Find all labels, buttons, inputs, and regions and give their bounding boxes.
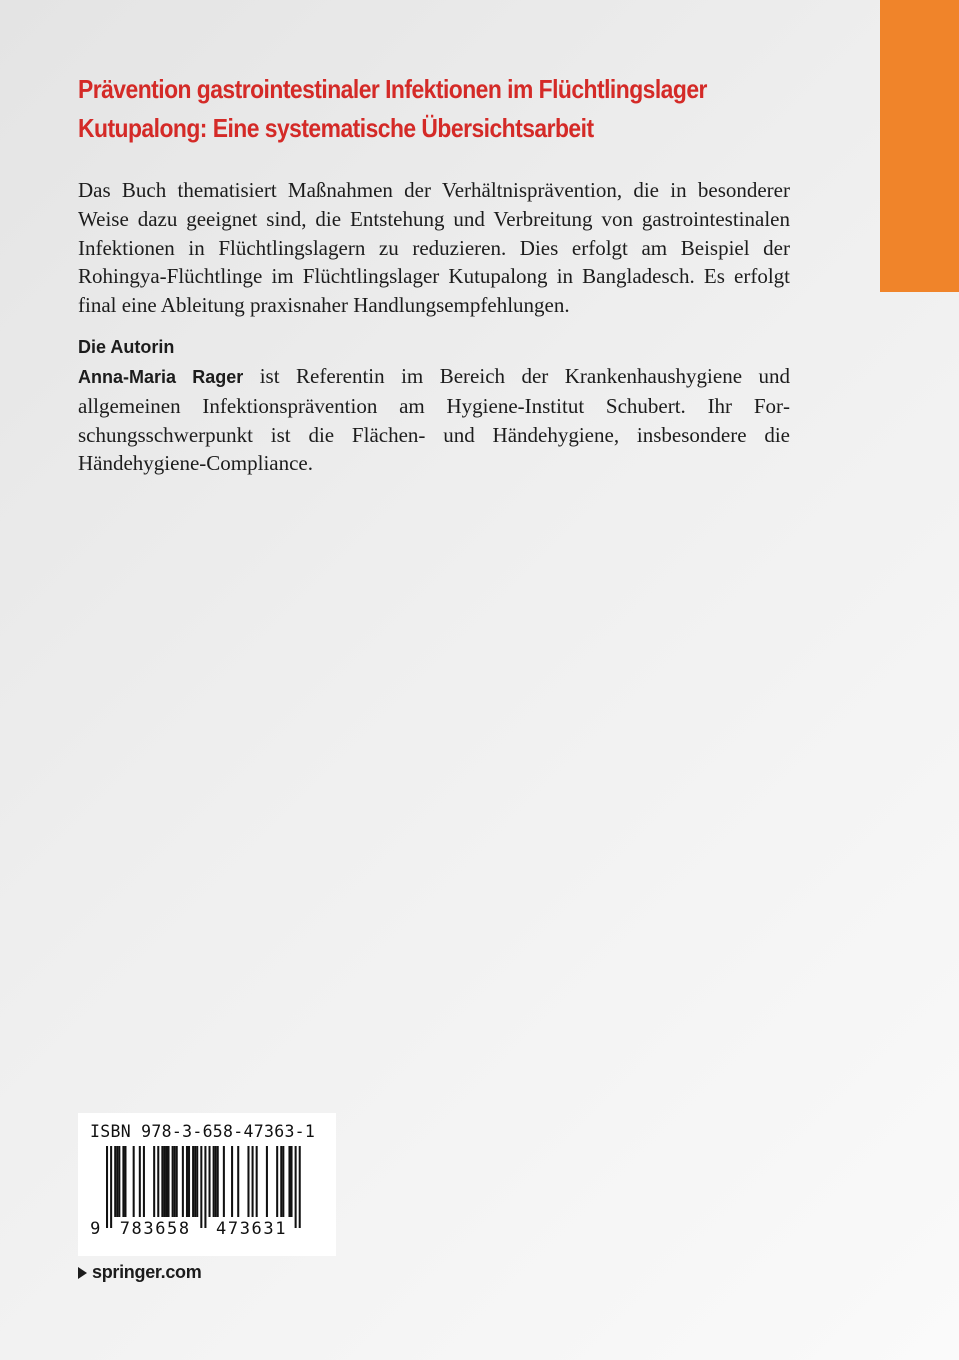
barcode-bar xyxy=(124,1146,126,1217)
barcode-guard-bar xyxy=(204,1146,206,1228)
barcode-bar xyxy=(133,1146,135,1217)
barcode-bar xyxy=(188,1146,190,1217)
barcode-digit-first: 9 xyxy=(90,1219,102,1239)
book-title-line-1: Prävention gastrointestinaler Infektionen im Flüchtlingslager xyxy=(78,74,707,104)
orange-accent-tab xyxy=(880,0,959,292)
barcode-bar xyxy=(213,1146,215,1217)
author-bio-text: ist Referentin im Bereich der Krankenhaushygiene und allgemeinen Infektionsprävention am Hygiene-Institut Schubert. Ihr Forschungsschwerpunkt ist die Flächen- und Händehygiene, insbesondere die Händehygiene-Compliance. xyxy=(78,364,790,476)
barcode-bar xyxy=(168,1146,170,1217)
barcode-bar xyxy=(139,1146,141,1217)
barcode-bar xyxy=(174,1146,176,1217)
barcode-digits-right: 473631 xyxy=(216,1219,288,1239)
barcode-bar xyxy=(282,1146,284,1217)
barcode-bar xyxy=(237,1146,239,1217)
barcode-bar xyxy=(161,1146,163,1217)
author-bio xyxy=(78,362,790,478)
isbn-barcode xyxy=(78,1113,336,1256)
barcode-bar xyxy=(172,1146,174,1217)
book-abstract: Das Buch thematisiert Maßnahmen der Verhältnisprävention, die in besonderer Weise dazu geeignet sind, die Entstehung und Verbreitung von gastrointestinalen Infektionen in Flüchtlingslagern zu reduzieren. Dies erfolgt am Beispiel der Rohingya-Flüchtlinge im Flüchtlingslager Kutupalong in Bangladesch. Es erfolgt final eine Ableitung praxisnaher Handlungsempfehlungen. xyxy=(78,178,790,318)
barcode-bar xyxy=(288,1146,290,1217)
barcode-bar xyxy=(153,1146,155,1217)
barcode-bar xyxy=(116,1146,118,1217)
barcode-bar xyxy=(247,1146,249,1217)
barcode-bar xyxy=(186,1146,188,1217)
barcode-bar xyxy=(192,1146,194,1217)
barcode-bar xyxy=(217,1146,219,1217)
barcode-bar xyxy=(163,1146,165,1217)
isbn-label: ISBN 978-3-658-47363-1 xyxy=(90,1122,316,1141)
barcode-bar xyxy=(266,1146,268,1217)
barcode-bar xyxy=(157,1146,159,1217)
barcode-bar xyxy=(209,1146,211,1217)
barcode-bar xyxy=(114,1146,116,1217)
barcode-guard-bar xyxy=(295,1146,297,1228)
barcode-bar xyxy=(194,1146,196,1217)
barcode-bar xyxy=(252,1146,254,1217)
barcode-guard-bar xyxy=(110,1146,112,1228)
barcode-bar xyxy=(215,1146,217,1217)
barcode-bar xyxy=(280,1146,282,1217)
barcode-graphic xyxy=(78,1113,336,1256)
springer-link[interactable] xyxy=(78,1262,201,1283)
barcode-bar xyxy=(182,1146,184,1217)
barcode-bar xyxy=(276,1146,278,1217)
barcode-bar xyxy=(122,1146,124,1217)
barcode-bar xyxy=(143,1146,145,1217)
barcode-bar xyxy=(196,1146,198,1217)
author-heading: Die Autorin xyxy=(78,337,175,357)
book-title-line-2: Kutupalong: Eine systematische Übersichtsarbeit xyxy=(78,113,594,143)
barcode-bar xyxy=(291,1146,293,1217)
book-title xyxy=(78,70,764,148)
barcode-guard-bar xyxy=(299,1146,301,1228)
barcode-bar xyxy=(165,1146,167,1217)
barcode-bar xyxy=(223,1146,225,1217)
barcode-bar xyxy=(118,1146,120,1217)
barcode-digits-left: 783658 xyxy=(119,1219,191,1239)
author-name: Anna-Maria Rager xyxy=(78,367,244,387)
barcode-bar xyxy=(176,1146,178,1217)
springer-link-text: springer.com xyxy=(92,1262,202,1282)
triangle-right-icon xyxy=(78,1267,87,1279)
barcode-bar xyxy=(256,1146,258,1217)
barcode-guard-bar xyxy=(200,1146,202,1228)
barcode-guard-bar xyxy=(106,1146,108,1228)
barcode-bar xyxy=(231,1146,233,1217)
